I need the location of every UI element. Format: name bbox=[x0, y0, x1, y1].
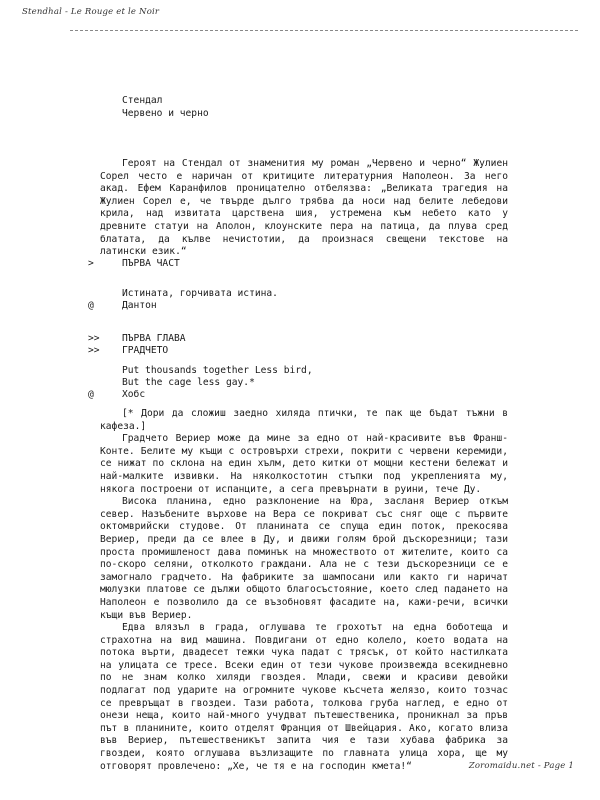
intro-paragraph: Героят на Стендал от знаменития му роман „Червено и черно“ Жулиен Сорел често е наричан от критиците литературния Наполеон. За него акад. Ефем Каранфилов проницателно отбелязва: „Великата трагедия на Жулиен Сорел е, че твърде дълго трябва да носи над белите лебедови крила, над извитата царствена шия, устремена към небето като у древните статуи на Аполон, клоунските пера на патица, да плува сред блатата, да кълве нечистотии, да произнася свещени текстове на латински език.“ bbox=[100, 158, 508, 258]
epigraph-line: But the cage less gay.* bbox=[122, 377, 255, 388]
epigraph-author: Хобс bbox=[122, 389, 146, 400]
intro-block bbox=[100, 158, 508, 259]
body-paragraph: Висока планина, едно разклонение на Юра, засланя Вериер откъм север. Назъбените върхове на Вера се покриват със сняг още с първите октомврийски студове. От планината се спуща един поток, прекосява Вериер, преди да се влее в Ду, и движи голям брой дъскорезници; тази проста промишленост дава поминък на множеството от жителите, които са по-скоро селяни, отколкото граждани. Ала не с тези дъскорезници се е замогнало градчето. На фабриките за шампосани или както ги наричат мюлузки платове се дължи общото благосъстояние, което след падането на Наполеон е позволило да се възобновят фасадите на, кажи-речи, всички къщи във Вериер. bbox=[100, 496, 508, 621]
epigraph-line: Put thousands together Less bird, bbox=[122, 365, 313, 376]
epigraph-marker: @ bbox=[88, 300, 94, 311]
epigraph-text: Истината, горчивата истина. bbox=[122, 288, 278, 299]
part-title: ПЪРВА ЧАСТ bbox=[122, 258, 180, 269]
header-divider bbox=[70, 30, 578, 31]
chapter-title-marker: >> bbox=[88, 345, 100, 356]
header-title: Stendhal - Le Rouge et le Noir bbox=[22, 7, 160, 17]
chapter-marker: >> bbox=[88, 333, 100, 344]
footnote-paragraph: [* Дори да сложиш заедно хиляда птички, те пак ще бъдат тъжни в кафеза.] bbox=[100, 408, 508, 432]
body-paragraph: Градчето Вериер може да мине за едно от най-красивите във Франш-Конте. Белите му къщи с островърхи стрехи, покрити с червени керемиди, се нижат по склона на един хълм, дето китки от мощни кестени бележат и най-малките извивки. На няколкостотин стъпки под укрепленията му, някога построени от испанците, а сега превърнати в руини, тече Ду. bbox=[100, 433, 508, 495]
body-paragraph: Едва влязъл в града, оглушава те грохотът на една боботеща и страхотна на вид машина. Повдигани от едно колело, което водата на потока върти, двадесет тежки чука падат с трясък, от който настилката на улицата се тресе. Всеки един от тези чукове произвежда всекидневно по не знам колко хиляди гвоздея. Млади, свежи и красиви девойки подлагат под ударите на огромните чукове късчета желязо, които тозчас се превръщат в гвоздеи. Тази работа, толкова груба наглед, е едно от онези неща, които най-много учудват пътешественика, проникнал за пръв път в планините, които отделят Франция от Швейцария. Ако, когато влиза във Вериер, пътешественикът запита чия е тази хубава фабрика за гвоздеи, която оглушава възлизащите по главната улица хора, ще му отговорят провлечено: „Хе, че тя е на господин кмета!“ bbox=[100, 622, 508, 772]
footer-page-label: Zoromaidu.net - Page 1 bbox=[468, 761, 574, 771]
epigraph-marker: @ bbox=[88, 389, 94, 400]
part-marker: > bbox=[88, 258, 94, 269]
author-name: Стендал bbox=[122, 95, 163, 106]
chapter-body bbox=[100, 408, 508, 773]
chapter-title: ГРАДЧЕТО bbox=[122, 345, 169, 356]
chapter-label: ПЪРВА ГЛАВА bbox=[122, 333, 186, 344]
epigraph-author: Дантон bbox=[122, 300, 157, 311]
book-title: Червено и черно bbox=[122, 108, 209, 119]
